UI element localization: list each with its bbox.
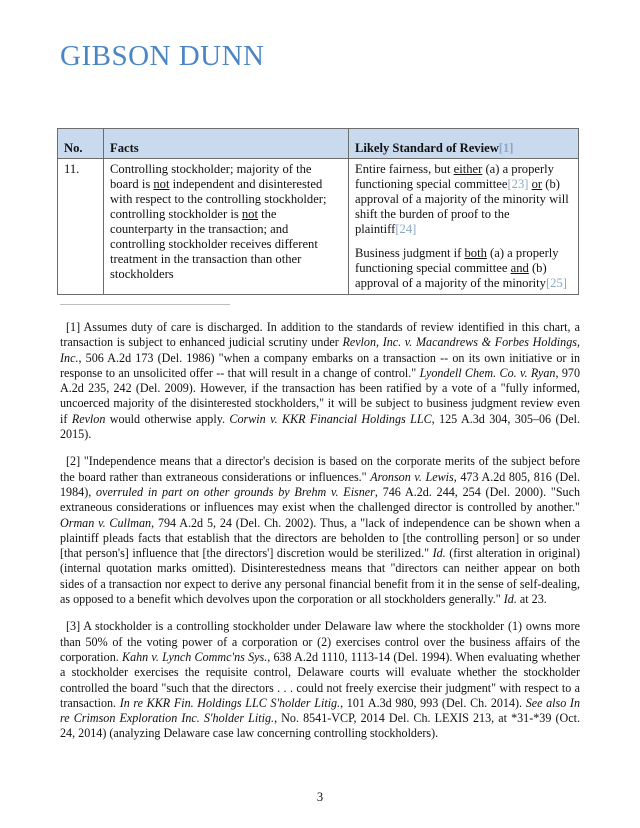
firm-logo: GIBSON DUNN	[60, 40, 265, 72]
case-citation: Orman v. Cullman	[60, 515, 152, 530]
column-header-no: No.	[58, 129, 104, 159]
case-citation: overruled in part on other grounds by Brehm v. Eisner	[96, 484, 375, 499]
footnote-1: [1] Assumes duty of care is discharged. In addition to the standards of review identified in this chart, a transaction is subject to enhanced judicial scrutiny under Revlon, Inc. v. Macandrews & Forbes Holdings, Inc., 506 A.2d 173 (Del. 1986) "when a company embarks on a transaction -- on its own initiative or in response to an unsolicited offer -- that will result in a change of control." Lyondell Chem. Co. v. Ryan, 970 A.2d 235, 242 (Del. 2009). However, if the transaction has been ratified by a vote of a "fully informed, uncoerced majority of the disinterested stockholders," it will be subject to business judgment review even if Revlon would otherwise apply. Corwin v. KKR Financial Holdings LLC, 125 A.3d 304, 305–06 (Del. 2015).	[60, 320, 581, 442]
case-citation: Aronson v. Lewis	[370, 469, 454, 484]
case-citation: Revlon, Inc. v. Macandrews & Forbes Holdings, Inc.	[60, 335, 580, 365]
column-header-facts: Facts	[104, 129, 349, 159]
case-citation: Revlon	[71, 411, 106, 426]
footnote-ref-23[interactable]: [23]	[507, 177, 529, 191]
standard-entire-fairness: Entire fairness, but either (a) a properly functioning special committee[23] or (b) approval of a majority of the minority will shift the burden of proof to the plaintiff[24]	[355, 162, 569, 236]
case-citation: Id.	[432, 546, 446, 561]
emphasis-and: and	[510, 261, 529, 275]
row-number: 11.	[58, 159, 104, 295]
table-header-row	[58, 129, 579, 159]
standard-business-judgment: Business judgment if both (a) a properly functioning special committee and (b) approval of a majority of the minority[25]	[355, 246, 567, 290]
case-citation: Corwin v. KKR Financial Holdings LLC	[229, 411, 432, 426]
footnote-ref-1[interactable]: [1]	[498, 141, 514, 155]
standard-header-label: Likely Standard of Review	[355, 141, 499, 155]
footnotes	[60, 320, 580, 754]
case-citation: Lyondell Chem. Co. v. Ryan	[419, 365, 556, 380]
column-header-standard	[349, 129, 579, 159]
footnote-separator	[60, 304, 230, 305]
table-row	[58, 159, 579, 295]
emphasis-both: both	[464, 246, 487, 260]
case-citation: In re KKR Fin. Holdings LLC S'holder Litig.	[119, 695, 341, 710]
emphasis-or: or	[531, 177, 543, 191]
case-citation: Id.	[503, 592, 517, 607]
page-number: 3	[316, 790, 324, 804]
row-standard	[349, 159, 579, 295]
case-citation: See also In re Crimson Exploration Inc. S'holder Litig.	[60, 695, 580, 726]
row-facts: Controlling stockholder; majority of the board is not independent and disinterested with respect to the controlling stockholder; controlling stockholder is not the counterparty in the transaction; and controlling stockholder receives different treatment in the transaction than other stockholders	[104, 159, 349, 295]
case-citation: Kahn v. Lynch Commc'ns Sys.	[122, 649, 268, 664]
footnote-ref-24[interactable]: [24]	[395, 222, 417, 236]
footnote-2: [2] "Independence means that a director's decision is based on the corporate merits of the subject before the board rather than extraneous considerations or influences." Aronson v. Lewis, 473 A.2d 805, 816 (Del. 1984), overruled in part on other grounds by Brehm v. Eisner, 746 A.2d. 244, 254 (Del. 2000). "Such extraneous considerations or influences may exist when the challenged director is controlled by another." Orman v. Cullman, 794 A.2d 5, 24 (Del. Ch. 2002). Thus, a "lack of independence can be shown when a plaintiff pleads facts that establish that the directors are beholden to [the controlling person] or so under [that person's] influence that [the directors'] discretion would be sterilized." Id. (first alteration in original) (internal quotation marks omitted). Disinterestedness means that "directors can neither appear on both sides of a transaction nor expect to derive any personal financial benefit from it in the sense of self-dealing, as opposed to a benefit which devolves upon the corporation or all stockholders generally." Id. at 23.	[60, 454, 581, 607]
footnote-ref-25[interactable]: [25]	[545, 276, 567, 290]
standards-table	[57, 128, 579, 295]
emphasis-either: either	[453, 162, 483, 176]
emphasis-not: not	[153, 177, 170, 191]
footnote-3: [3] A stockholder is a controlling stockholder under Delaware law where the stockholder (1) owns more than 50% of the voting power of a corporation or (2) exercises control over the business affairs of the corporation. Kahn v. Lynch Commc'ns Sys., 638 A.2d 1110, 1113-14 (Del. 1994). When evaluating whether a stockholder exercises the requisite control, Delaware courts will evaluate whether the stockholder controlled the board "such that the directors . . . could not freely exercise their judgment" with respect to a transaction. In re KKR Fin. Holdings LLC S'holder Litig., 101 A.3d 980, 993 (Del. Ch. 2014). See also In re Crimson Exploration Inc. S'holder Litig., No. 8541-VCP, 2014 Del. Ch. LEXIS 213, at *31-*39 (Oct. 24, 2014) (analyzing Delaware case law concerning controlling stockholders).	[60, 619, 581, 741]
emphasis-not: not	[241, 207, 258, 221]
